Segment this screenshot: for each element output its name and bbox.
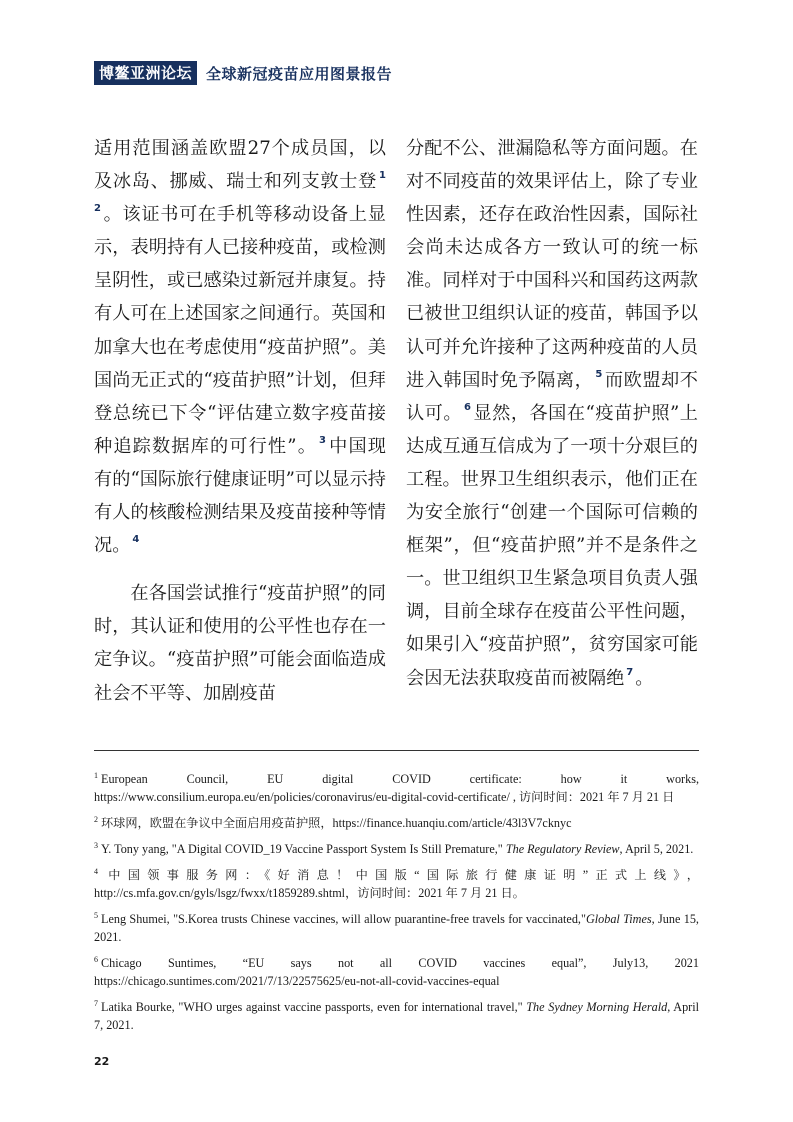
footnote-text: Y. Tony yang, "A Digital COVID_19 Vaccine Passport System Is Still Premature," (101, 842, 506, 856)
footnote-ref[interactable]: 3 (319, 434, 326, 446)
footnote-number: 1 (94, 771, 98, 780)
footnote-number: 7 (94, 999, 98, 1008)
forum-badge: 博鳌亚洲论坛 (94, 61, 197, 85)
footnote (94, 814, 699, 832)
footnote-divider (94, 750, 699, 751)
footnote-text: 中国领事服务网：《好消息！中国版“国际旅行健康证明”正式上线》，http://cs.mfa.gov.cn/gyls/lsgz/fwxx/t1859289.shtml，访问时间：2021 年 7 月 21 日。 (94, 868, 699, 900)
left-column (94, 132, 386, 710)
footnote-ref[interactable]: 1 2 (94, 170, 386, 215)
footnote-ref[interactable]: 7 (626, 666, 634, 678)
footnote-text: , April 5, 2021. (619, 842, 694, 856)
text-run: 中国现有的“国际旅行健康证明”可以显示持有人的核酸检测结果及疫苗接种等情况。 (94, 435, 386, 557)
text-run: 。 (635, 667, 654, 689)
footnote-text: Latika Bourke, "WHO urges against vaccine passports, even for international travel," (101, 1000, 527, 1014)
text-run: 分配不公、泄漏隐私等方面问题。在对不同疫苗的效果评估上，除了专业性因素，还存在政治性因素，国际社会尚未达成各方一致认可的统一标准。同样对于中国科兴和国药这两款已被世卫组织认证的疫苗，韩国予以认可并允许接种了这两种疫苗的人员进入韩国时免予隔离， (406, 138, 698, 391)
footnote-ref[interactable]: 5 (595, 368, 603, 380)
page-number: 22 (94, 1055, 110, 1068)
publication-title: Global Times (585, 912, 652, 926)
publication-title: The Sydney Morning Herald (526, 1000, 668, 1014)
text-run: 适用范围涵盖欧盟27个成员国，以及冰岛、挪威、瑞士和列支敦士登 (94, 138, 386, 193)
footnote-text: , June 15, 2021. (94, 912, 699, 944)
footnote-text: European Council, EU digital COVID certificate: how it works, https://www.consilium.europa.eu/en/policies/coronavirus/eu-digital-covid-certificate/ , 访问时间：2021 年 7 月 21 日 (94, 772, 699, 804)
footnote-ref[interactable]: 4 (132, 534, 140, 546)
right-column (406, 132, 698, 695)
footnote (94, 998, 699, 1034)
footnote-text: , April 7, 2021. (94, 1000, 699, 1032)
footnote (94, 910, 699, 946)
footnote-text: 环球网，欧盟在争议中全面启用疫苗护照，https://finance.huanqiu.com/article/43l3V7cknyc (101, 816, 572, 830)
footnote-number: 2 (94, 815, 98, 824)
footnote-text: Leng Shumei, "S.Korea trusts Chinese vaccines, will allow puarantine-free travels for vaccinated," (101, 912, 586, 926)
footnote (94, 770, 699, 806)
footnote-number: 5 (94, 911, 98, 920)
footnote-number: 6 (94, 955, 98, 964)
publication-title: The Regulatory Review (505, 842, 620, 856)
paragraph (94, 132, 386, 562)
page-header (94, 60, 392, 86)
footnote (94, 840, 699, 858)
footnote-number: 3 (94, 841, 98, 850)
footnote (94, 954, 699, 990)
footnote (94, 866, 699, 902)
report-title: 全球新冠疫苗应用图景报告 (206, 64, 393, 83)
text-run: 而欧盟却不认可。 (406, 369, 698, 424)
footnote-ref[interactable]: 6 (464, 401, 471, 413)
footnote-text: Chicago Suntimes, “EU says not all COVID vaccines equal”, July13, 2021 https://chicago.suntimes.com/2021/7/13/22575625/eu-not-all-covid-vaccines-equal (94, 956, 699, 988)
footnote-number: 4 (94, 867, 98, 876)
paragraph (406, 132, 698, 695)
paragraph: 在各国尝试推行“疫苗护照”的同时，其认证和使用的公平性也存在一定争议。“疫苗护照”可能会面临造成社会不平等、加剧疫苗 (94, 583, 386, 704)
text-run: 。该证书可在手机等移动设备上显示，表明持有人已接种疫苗，或检测呈阴性，或已感染过新冠并康复。持有人可在上述国家之间通行。英国和加拿大也在考虑使用“疫苗护照”。美国尚无正式的“疫苗护照”计划，但拜登总统已下令“评估建立数字疫苗接种追踪数据库的可行性”。 (94, 204, 386, 457)
footnotes (94, 770, 699, 1042)
text-run: 显然，各国在“疫苗护照”上达成互通互信成为了一项十分艰巨的工程。世界卫生组织表示，他们正在为安全旅行“创建一个国际可信赖的框架”，但“疫苗护照”并不是条件之一。世卫组织卫生紧急项目负责人强调，目前全球存在疫苗公平性问题，如果引入“疫苗护照”，贫穷国家可能会因无法获取疫苗而被隔绝 (406, 402, 698, 689)
